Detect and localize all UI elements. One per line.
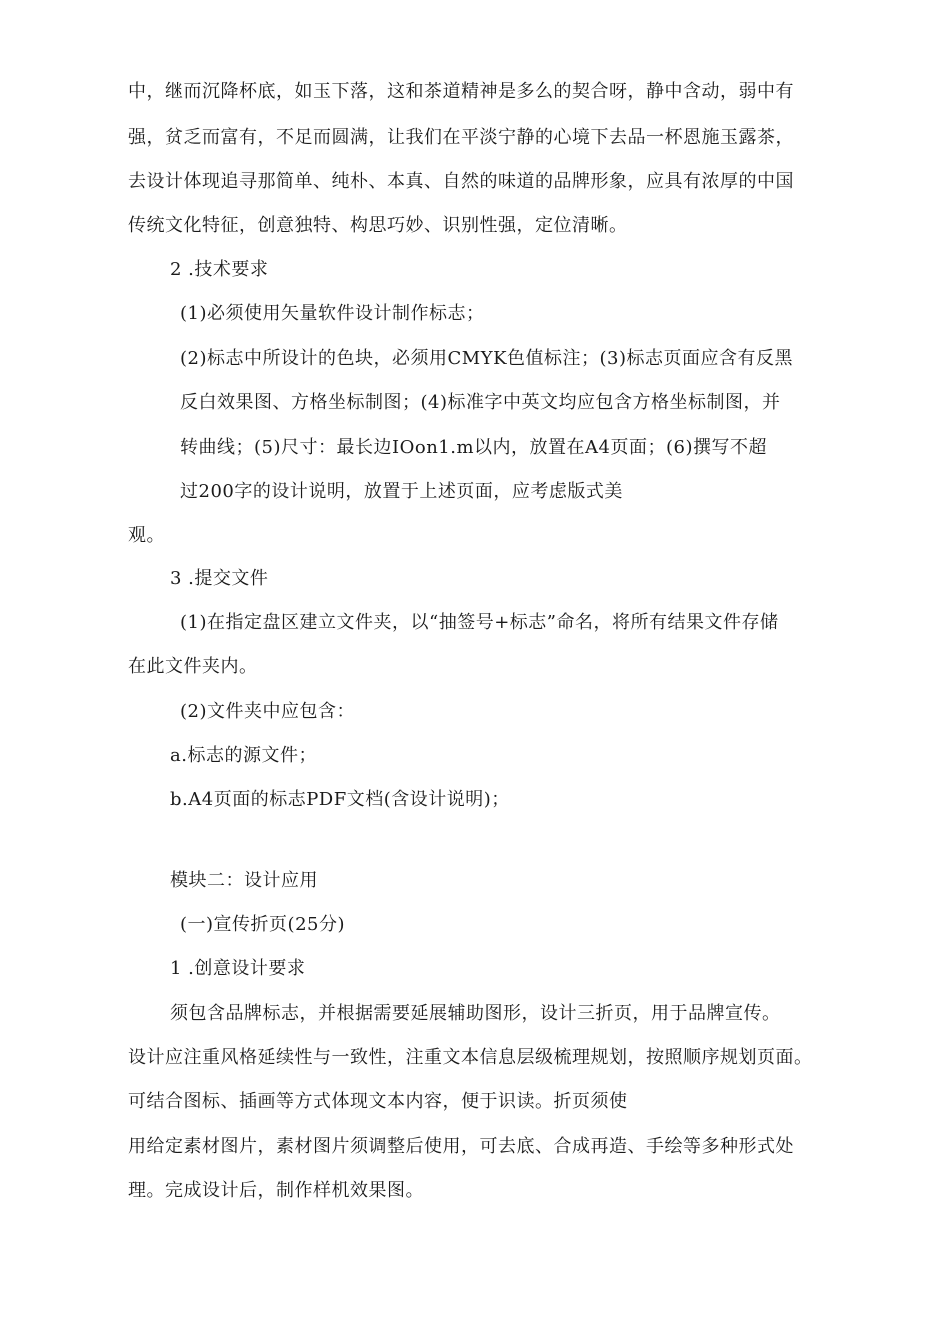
module-2-heading: 1 .创意设计要求 xyxy=(170,958,306,979)
tech-para-line-3: 转曲线；(5)尺寸：最长边IOon1.m以内，放置在A4页面；(6)撰写不超 xyxy=(180,437,767,458)
tech-para-line-5: 观。 xyxy=(128,525,165,546)
tech-para-line-1: (2)标志中所设计的色块，必须用CMYK色值标注；(3)标志页面应含有反黑 xyxy=(180,348,794,369)
tech-heading: 2 .技术要求 xyxy=(170,259,269,280)
module-2-title: 模块二：设计应用 xyxy=(170,870,318,891)
module-2-subtitle: (一)宣传折页(25分) xyxy=(180,914,345,935)
tech-para-line-4: 过200字的设计说明，放置于上述页面，应考虑版式美 xyxy=(180,481,623,502)
module-2-para-line-3: 可结合图标、插画等方式体现文本内容，便于识读。折页须使 xyxy=(128,1091,628,1112)
intro-line-2: 强，贫乏而富有，不足而圆满，让我们在平淡宁静的心境下去品一杯恩施玉露茶， xyxy=(128,127,794,148)
submit-heading: 3 .提交文件 xyxy=(170,568,269,589)
submit-item-1-line-2: 在此文件夹内。 xyxy=(128,656,258,677)
submit-item-2: (2)文件夹中应包含： xyxy=(180,701,355,722)
intro-line-3: 去设计体现追寻那简单、纯朴、本真、自然的味道的品牌形象，应具有浓厚的中国 xyxy=(128,171,794,192)
module-2-para-line-2: 设计应注重风格延续性与一致性，注重文本信息层级梳理规划，按照顺序规划页面。 xyxy=(128,1047,813,1068)
intro-line-1: 中，继而沉降杯底，如玉下落，这和茶道精神是多么的契合呀，静中含动，弱中有 xyxy=(128,81,794,102)
module-2-para-line-1: 须包含品牌标志，并根据需要延展辅助图形，设计三折页，用于品牌宣传。 xyxy=(170,1003,781,1024)
intro-line-4: 传统文化特征，创意独特、构思巧妙、识别性强，定位清晰。 xyxy=(128,215,628,236)
tech-item-1: (1)必须使用矢量软件设计制作标志； xyxy=(180,303,485,324)
module-2-para-line-5: 理。完成设计后，制作样机效果图。 xyxy=(128,1180,424,1201)
tech-para-line-2: 反白效果图、方格坐标制图；(4)标准字中英文均应包含方格坐标制图，并 xyxy=(180,392,781,413)
module-2-para-line-4: 用给定素材图片，素材图片须调整后使用，可去底、合成再造、手绘等多种形式处 xyxy=(128,1136,794,1157)
submit-item-a: a.标志的源文件； xyxy=(170,745,317,766)
submit-item-1-line-1: (1)在指定盘区建立文件夹，以“抽签号+标志”命名，将所有结果文件存储 xyxy=(180,612,779,633)
submit-item-b: b.A4页面的标志PDF文档(含设计说明)； xyxy=(170,789,510,810)
